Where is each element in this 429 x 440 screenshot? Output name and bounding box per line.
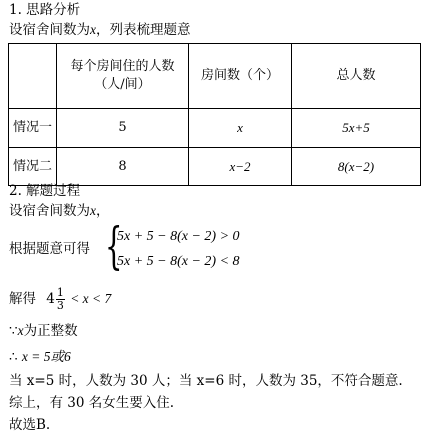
cell-total: 8(x−2) [292, 148, 421, 186]
cell-per-room: 5 [57, 109, 189, 148]
row-label: 情况一 [9, 109, 57, 148]
answer-line: 故选B. [9, 417, 51, 433]
table-row [9, 148, 421, 186]
solution-line [9, 286, 111, 312]
table-header-rooms: 房间数（个） [189, 44, 292, 109]
cell-total: 5x+5 [292, 109, 421, 148]
table-header-empty [9, 44, 57, 109]
setup-var: x [90, 203, 96, 218]
case-line: 当 x=5 时，人数为 30 人；当 x=6 时，人数为 35，不符合题意. [9, 373, 403, 389]
table-header-row [9, 44, 421, 109]
cell-per-room: 8 [57, 148, 189, 186]
solution-rest: < x < 7 [70, 291, 112, 306]
therefore-symbol: ∴ [9, 349, 18, 365]
analysis-table [8, 43, 421, 186]
inequality-2: 5x + 5 − 8(x − 2) < 8 [117, 254, 240, 269]
solution-label: 解得 [9, 291, 36, 307]
setup-line [9, 202, 110, 220]
intro-var: x [90, 22, 96, 37]
section1-title: 1. 思路分析 [9, 2, 81, 18]
intro-line [9, 21, 191, 39]
setup-pre: 设宿舍间数为 [9, 203, 90, 219]
row-label: 情况二 [9, 148, 57, 186]
cell-rooms: x−2 [189, 148, 292, 186]
because-symbol: ∵ [9, 323, 18, 339]
conclusion-line: 综上，有 30 名女生要入住. [9, 395, 175, 411]
section2-title: 2. 解题过程 [9, 183, 81, 199]
solution-fraction [56, 287, 65, 312]
because-line [9, 322, 78, 340]
header-per-room-line2: （人/间） [94, 77, 151, 92]
inequality-1: 5x + 5 − 8(x − 2) > 0 [117, 229, 240, 244]
intro-post: ，列表梳理题意 [96, 22, 191, 38]
header-per-room-line1: 每个房间住的人数 [70, 59, 175, 74]
table-row [9, 109, 421, 148]
because-var: x [17, 323, 24, 338]
solution-whole: 4 [46, 291, 55, 307]
because-text: 为正整数 [23, 323, 78, 339]
therefore-line [9, 348, 71, 366]
table-header-total: 总人数 [292, 44, 421, 109]
fraction-numerator: 1 [56, 286, 64, 299]
therefore-expr: x = 5或6 [21, 349, 71, 364]
fraction-denominator: 3 [56, 299, 64, 312]
system-prefix: 根据题意可得 [9, 241, 90, 257]
table-header-per-room [57, 44, 189, 109]
intro-pre: 设宿舍间数为 [9, 22, 90, 38]
setup-post: ， [96, 203, 110, 219]
cell-rooms: x [189, 109, 292, 148]
left-brace-icon: { [105, 217, 123, 275]
